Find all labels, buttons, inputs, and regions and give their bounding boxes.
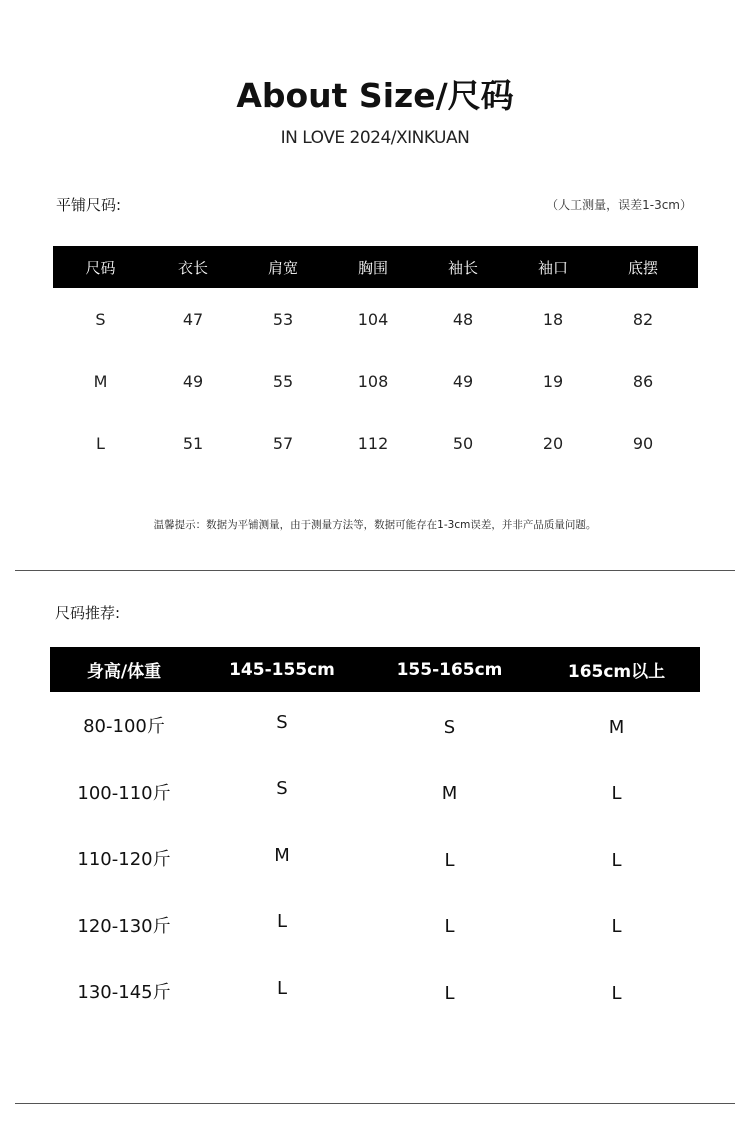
table-cell: M <box>608 716 625 738</box>
table-cell: L <box>96 433 105 453</box>
column-header: 衣长 <box>177 258 208 277</box>
table-cell: 108 <box>357 371 389 391</box>
table-cell: 100-110斤 <box>77 782 171 804</box>
table-cell: 80-100斤 <box>83 716 165 738</box>
table-cell: 49 <box>182 371 204 391</box>
column-header: 145-155cm <box>229 659 335 680</box>
column-header: 155-165cm <box>396 659 503 680</box>
table-cell: L <box>611 849 622 871</box>
bottom-divider <box>15 1103 735 1104</box>
column-header: 身高/体重 <box>86 662 162 682</box>
section-divider <box>15 570 735 571</box>
page-title: About Size/尺码 <box>236 76 514 115</box>
column-header: 袖长 <box>447 258 478 277</box>
size-recommendation-table <box>50 647 700 1025</box>
table-cell: M <box>274 844 290 866</box>
table-cell: 49 <box>452 371 474 391</box>
table-row <box>50 825 700 892</box>
flat-size-table <box>53 246 698 474</box>
table-cell: 48 <box>452 309 474 329</box>
flat-size-header-row <box>53 246 698 288</box>
table-cell: S <box>276 711 288 733</box>
column-header: 底摆 <box>627 258 658 277</box>
table-cell: 104 <box>357 309 389 329</box>
table-row <box>53 412 698 474</box>
table-row <box>50 958 700 1025</box>
table-cell: L <box>611 982 622 1004</box>
column-header: 165cm以上 <box>567 662 666 682</box>
table-row <box>53 350 698 412</box>
table-cell: 86 <box>632 371 654 391</box>
column-header: 尺码 <box>85 258 116 277</box>
table-row <box>50 892 700 959</box>
table-cell: S <box>95 309 106 329</box>
table-cell: 55 <box>272 371 294 391</box>
table-row <box>50 759 700 826</box>
measurement-note: （人工测量，误差1-3cm） <box>546 198 692 212</box>
table-cell: 47 <box>182 309 204 329</box>
table-cell: L <box>444 916 455 938</box>
column-header: 袖口 <box>537 258 568 277</box>
table-cell: 112 <box>357 433 389 453</box>
table-cell: M <box>93 371 108 391</box>
table-cell: 18 <box>542 309 564 329</box>
table-cell: 120-130斤 <box>77 915 171 937</box>
table-cell: 110-120斤 <box>77 849 171 871</box>
table-cell: 53 <box>272 309 294 329</box>
column-header: 胸围 <box>357 258 388 277</box>
flat-size-label: 平铺尺码: <box>56 196 122 214</box>
recommendation-header-row <box>50 647 700 692</box>
table-cell: 19 <box>542 371 564 391</box>
table-cell: L <box>444 849 455 871</box>
table-cell: 50 <box>452 433 474 453</box>
table-row <box>53 288 698 350</box>
recommendation-label: 尺码推荐: <box>55 604 121 622</box>
table-cell: L <box>611 783 622 805</box>
measurement-hint: 温馨提示：数据为平铺测量，由于测量方法等，数据可能存在1-3cm误差，并非产品质量问题。 <box>153 519 597 531</box>
table-cell: L <box>276 977 288 999</box>
table-cell: 90 <box>632 433 654 453</box>
column-header: 肩宽 <box>267 258 298 277</box>
table-cell: S <box>443 716 456 738</box>
table-cell: M <box>441 783 458 805</box>
table-cell: 82 <box>632 309 654 329</box>
table-cell: 51 <box>182 433 204 453</box>
table-cell: L <box>276 911 288 933</box>
table-cell: L <box>444 982 455 1004</box>
table-cell: 57 <box>272 433 294 453</box>
table-cell: L <box>611 916 622 938</box>
table-cell: 20 <box>542 433 564 453</box>
page-subtitle: IN LOVE 2024/XINKUAN <box>280 128 470 148</box>
table-row <box>50 692 700 759</box>
table-cell: 130-145斤 <box>77 982 171 1004</box>
table-cell: S <box>276 778 288 800</box>
